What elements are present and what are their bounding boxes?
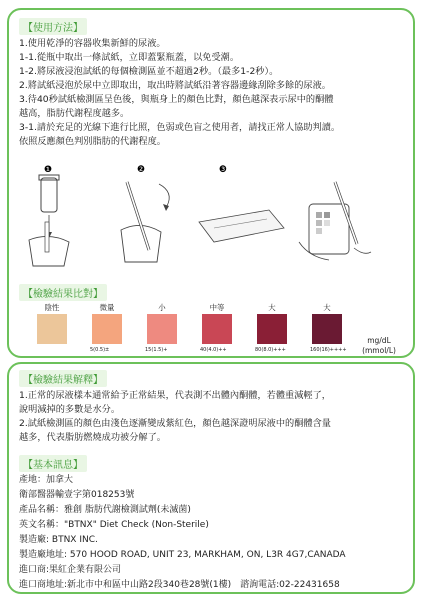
- level-value: 40(4.0)++: [200, 347, 227, 353]
- basic-info-line: 進口商地址:新北市中和區中山路2段340巷28號(1樓) 諮詢電話:02-22431658: [19, 580, 340, 590]
- explanation-line: 說明減掉的多數是水分。: [19, 404, 121, 415]
- level-label: 陰性: [44, 303, 60, 312]
- level-label: 小: [158, 303, 166, 312]
- usage-step-line: 1.使用乾淨的容器收集新鮮的尿液。: [19, 38, 166, 49]
- color-swatch: [312, 314, 342, 344]
- info-panel: [7, 362, 415, 594]
- level-label: 大: [268, 303, 276, 312]
- basic-info-heading: 【基本訊息】: [19, 455, 87, 472]
- explanation-line: 2.試紙檢測區的顏色由淺色逐漸變成紫紅色，顏色越深證明尿液中的酮體含量: [19, 418, 331, 429]
- unit-line2: (mmol/L): [362, 346, 396, 355]
- color-swatch: [92, 314, 122, 344]
- basic-info-line: 衛部醫器輸壹字第018253號: [19, 490, 135, 500]
- usage-step-line: 越高，脂肪代謝程度越多。: [19, 108, 130, 119]
- basic-info-list: [19, 473, 411, 593]
- figure-number-1: ❶: [44, 165, 53, 175]
- explanation-line: 越多，代表脂肪燃燒成功被分解了。: [19, 432, 166, 443]
- usage-step-line: 1-1.從瓶中取出一條試紙，立即蓋緊瓶蓋，以免受潮。: [19, 52, 240, 63]
- explanation-line: 1.正常的尿液樣本通常給予正常結果，代表測不出體內酮體，若體重減輕了，: [19, 390, 331, 401]
- explanation-text: [19, 389, 411, 445]
- step1-illustration: [29, 165, 69, 266]
- comparison-heading: 【檢驗結果比對】: [19, 284, 107, 301]
- figure-number-3: ❸: [219, 165, 228, 175]
- unit-label: [349, 336, 409, 356]
- level-label: 中等: [209, 303, 225, 312]
- figure-number-2: ❷: [137, 165, 146, 175]
- usage-step-line: 3-1.請於充足的光線下進行比照，色弱或色盲之使用者，請找正常人協助判讀。: [19, 122, 341, 133]
- usage-panel: [7, 8, 415, 358]
- explanation-heading: 【檢驗結果解釋】: [19, 370, 107, 387]
- color-swatch: [257, 314, 287, 344]
- color-swatch: [202, 314, 232, 344]
- level-value: 80(8.0)+++: [255, 347, 286, 353]
- step2-illustration: [121, 165, 169, 262]
- usage-step-line: 3.待40秒試紙檢測區呈色後，與瓶身上的顏色比對，顏色越深表示尿中的酮體: [19, 94, 334, 105]
- usage-heading: 【使用方法】: [19, 18, 87, 35]
- usage-illustrations: [9, 162, 413, 270]
- level-label: 大: [323, 303, 331, 312]
- usage-step-line: 1-2.將尿液浸泡試紙的每個檢測區並不超過2秒。（最多1-2秒）。: [19, 66, 279, 77]
- usage-step-line: 依照反應顏色判別脂肪的代謝程度。: [19, 136, 166, 147]
- basic-info-line: 產品名稱：雅創 脂肪代謝檢測試劑(未滅菌): [19, 505, 191, 515]
- level-value: 160(16)++++: [310, 347, 347, 353]
- basic-info-line: 製造廠: BTNX INC.: [19, 535, 98, 545]
- basic-info-line: 產地：加拿大: [19, 475, 74, 485]
- basic-info-line: 製造廠地址: 570 HOOD ROAD, UNIT 23, MARKHAM, ON, L3R 4G7,CANADA: [19, 550, 346, 560]
- level-label: 微量: [99, 303, 115, 312]
- color-swatch: [147, 314, 177, 344]
- usage-step-line: 2.將試紙浸泡於尿中立即取出，取出時將試紙沿著容器邊緣刮除多餘的尿液。: [19, 80, 331, 91]
- step3-strip-illustration: [199, 165, 284, 242]
- basic-info-line: 進口商:果紅企業有限公司: [19, 565, 122, 575]
- step3-compare-illustration: [299, 182, 371, 260]
- basic-info-line: 英文名稱："BTNX" Diet Check (Non-Sterile): [19, 520, 209, 530]
- usage-steps: [19, 37, 340, 149]
- unit-line1: mg/dL: [367, 336, 391, 345]
- level-value: 5(0.5)±: [90, 347, 110, 353]
- color-swatch: [37, 314, 67, 344]
- level-value: 15(1.5)+: [145, 347, 168, 353]
